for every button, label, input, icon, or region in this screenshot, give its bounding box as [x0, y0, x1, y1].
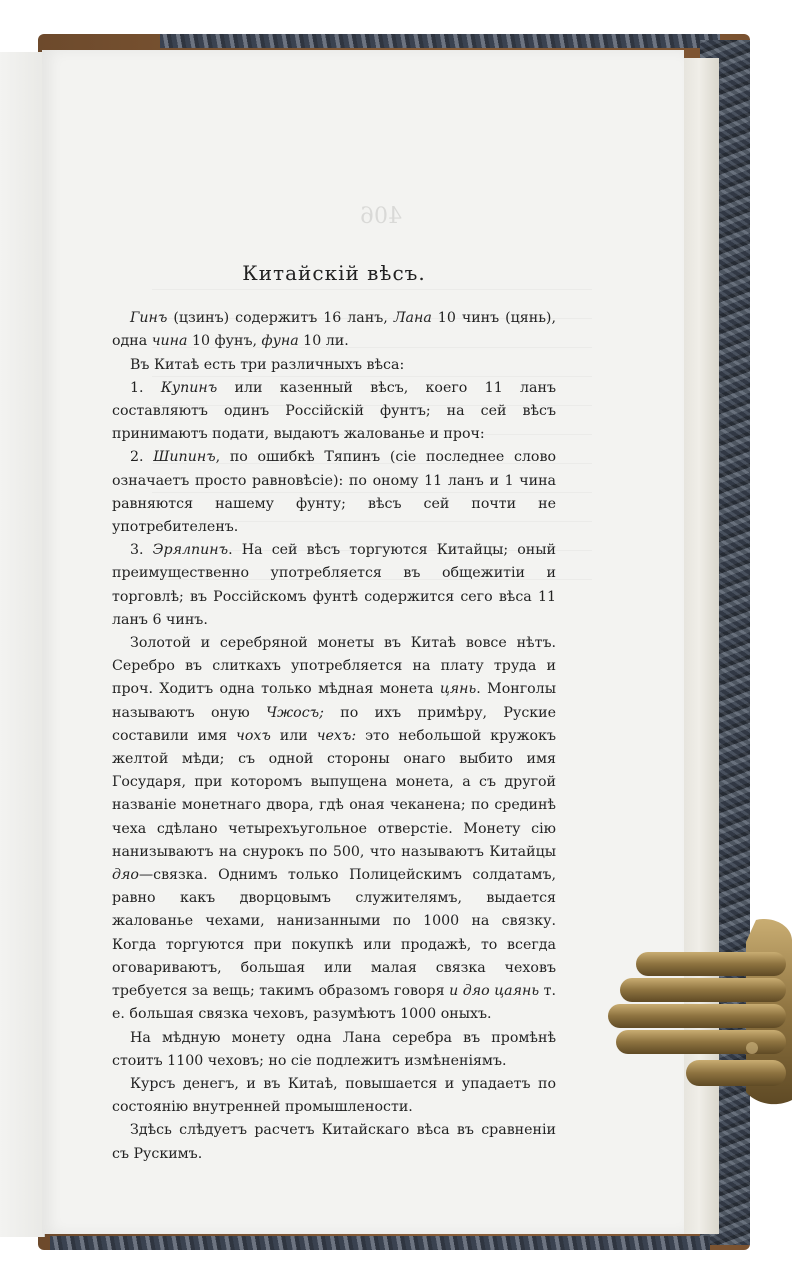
text-run: т. е. большая связка чеховъ, разумѣютъ 1000 оныхъ.	[112, 983, 556, 1023]
text-run: 3.	[130, 542, 153, 559]
marbled-edge-top	[160, 34, 720, 48]
text-run: , по ошибкѣ Тяпинъ (сіе последнее слово означаетъ просто равновѣсіе): по оному 11 ланъ и 1 чина равняются нашему фунту; вѣсъ сей почти не употребителенъ.	[112, 449, 557, 536]
text-run: или казенный вѣсъ, коего 11 ланъ составляютъ одинъ Россійскій фунтъ; на сей вѣсъ принимаютъ подати, выдаютъ жалованье и проч:	[112, 379, 557, 443]
text-run: (цзинъ) содержитъ 16 ланъ,	[167, 310, 394, 327]
text-run: Гинъ	[130, 310, 168, 327]
paragraphs	[112, 307, 556, 1166]
text-run: Эрялпинъ	[152, 542, 229, 559]
text-run: и дяо цаянь	[449, 983, 540, 1000]
text-run: Шипинъ	[153, 449, 216, 466]
text-run: цянь	[439, 681, 477, 698]
paragraph	[112, 307, 556, 353]
text-run: это небольшой кружокъ желтой мѣди; съ одной стороны онаго выбито имя Государя, при которомъ выпущена монета, а съ другой названіе монетнаго двора, гдѣ оная чеканена; по срединѣ чеха сдѣлано четырехъугольное отверстіе. Монету сію нанизываютъ на снурокъ по 500, что называютъ Китайцы	[112, 727, 556, 860]
text-run: 10 ли.	[298, 333, 349, 350]
text-run: Курсъ денегъ, и въ Китаѣ, повышается и упадаетъ по состоянію внутренней промышлености.	[112, 1075, 556, 1116]
page-text	[112, 262, 556, 1166]
text-run: 10 чинъ (цянь), одна	[112, 310, 556, 350]
paragraph	[112, 446, 556, 539]
text-run: На мѣдную монету одна Лана серебра въ промѣнѣ стоитъ 1100 чеховъ; но сіе подлежитъ измѣненіямъ.	[112, 1029, 556, 1069]
text-run: Золотой и серебряной монеты въ Китаѣ вовсе нѣтъ. Серебро въ слиткахъ употребляется на плату труда и проч. Ходитъ одна только мѣдная монета	[112, 635, 556, 698]
brass-hand-clip	[606, 912, 794, 1112]
paragraph	[112, 1027, 556, 1073]
text-run: по ихъ примѣру, Руские составили имя	[112, 704, 556, 744]
text-run: 2.	[130, 449, 154, 466]
text-run: Лана	[393, 310, 432, 327]
text-run: чехъ:	[316, 727, 357, 744]
paragraph	[112, 539, 556, 632]
text-run: 10 фунъ,	[187, 333, 262, 350]
text-run: Въ Китаѣ есть три различныхъ вѣса:	[130, 356, 405, 373]
text-run: Купинъ	[160, 379, 218, 396]
text-run: Чжосъ;	[266, 704, 324, 721]
text-run: 1.	[130, 379, 161, 396]
text-run: —связка. Однимъ только Полицейскимъ солдатамъ, равно какъ дворцовымъ служителямъ, выдается жалованье чехами, нанизанными по 1000 на связку. Когда торгуются при покупкѣ или продажѣ, то всегда оговариваютъ, большая или малая связка чеховъ требуется за вещь; такимъ образомъ говоря	[112, 867, 556, 1000]
show-through-page-number: 406	[360, 204, 402, 229]
text-run: чохъ	[236, 727, 271, 744]
text-run: . На сей вѣсъ торгуются Китайцы; оный преимущественно употребляется въ общежитіи и торговлѣ; въ Россійскомъ фунтѣ содержится сего вѣса 11 ланъ 6 чинъ.	[112, 542, 557, 628]
marbled-edge-bottom	[50, 1236, 710, 1250]
paragraph	[112, 354, 556, 377]
page-title: Китайскій вѣсъ.	[242, 261, 426, 285]
paragraph	[112, 1119, 556, 1165]
text-run: дяо	[112, 867, 139, 884]
paragraph	[112, 1073, 556, 1119]
text-run: чина	[151, 333, 188, 350]
text-run: . Монголы называютъ оную	[112, 681, 556, 721]
facing-page-edge	[0, 52, 45, 1237]
paragraph	[112, 632, 556, 1026]
text-run: Здѣсь слѣдуетъ расчетъ Китайскаго вѣса въ сравненіи съ Рускимъ.	[112, 1122, 556, 1162]
paragraph	[112, 377, 556, 447]
text-run: фуна	[261, 333, 299, 350]
text-run: или	[270, 727, 317, 744]
